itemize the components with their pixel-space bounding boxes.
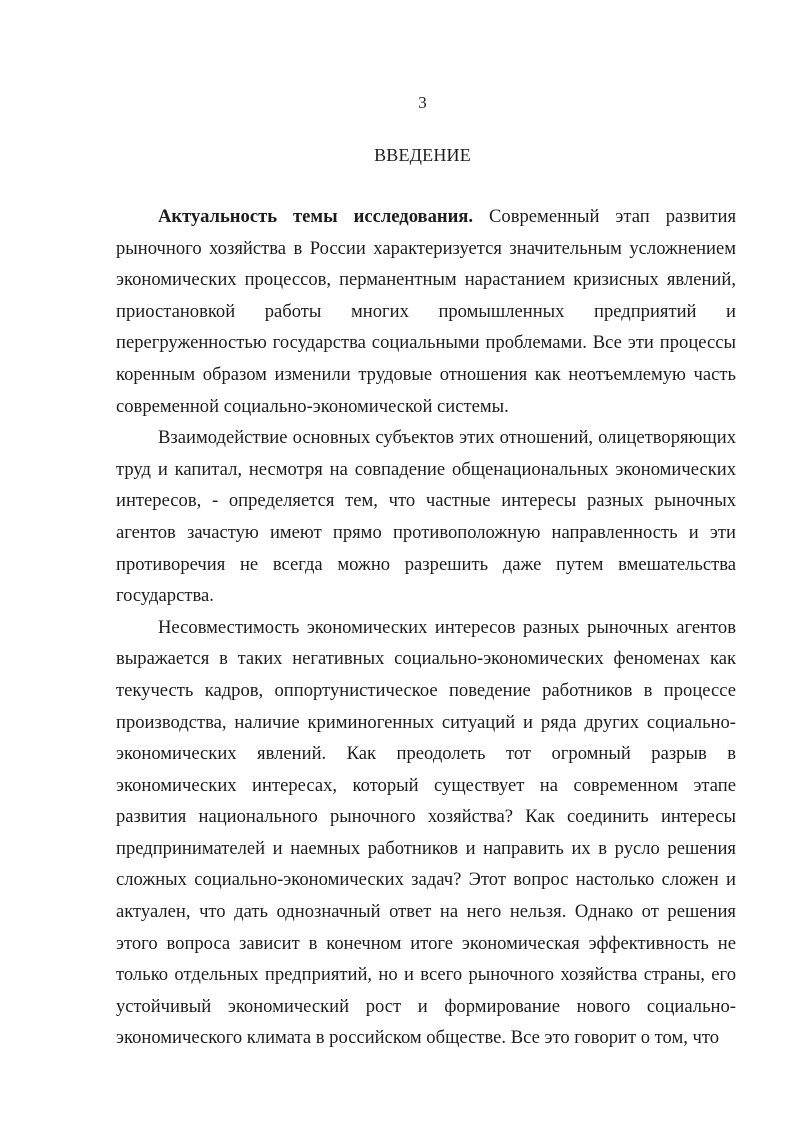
section-heading: ВВЕДЕНИЕ: [374, 145, 471, 165]
paragraph-interaction: Взаимодействие основных субъектов этих отношений, олицетворяющих труд и капитал, несмотря на совпадение общенациональных экономических интересов, - определяется тем, что частные интересы разных рыночных агентов зачастую имеют прямо противоположную направленность и эти противоречия не всегда можно разрешить даже путем вмешательства государства.: [116, 427, 736, 607]
body-text: [116, 201, 736, 1054]
paragraph-text: Современный этап развития рыночного хозяйства в России характеризуется значительным усложнением экономических процессов, перманентным нарастанием кризисных явлений, приостановкой работы многих промышленных предприятий и перегруженностью государства социальными проблемами. Все эти процессы коренным образом изменили трудовые отношения как неотъемлемую часть современной социально-экономической системы.: [116, 206, 736, 417]
paragraph-relevance: [116, 201, 736, 422]
paragraph-lead: Актуальность темы исследования.: [158, 206, 474, 227]
page-number: 3: [418, 93, 427, 112]
paragraph-incompatibility: Несовместимость экономических интересов разных рыночных агентов выражается в таких негативных социально-экономических феноменах как текучесть кадров, оппортунистическое поведение работников в процессе производства, наличие криминогенных ситуаций и ряда других социально-экономических явлений. Как преодолеть тот огромный разрыв в экономических интересах, который существует на современном этапе развития национального рыночного хозяйства? Как соединить интересы предпринимателей и наемных работников и направить их в русло решения сложных социально-экономических задач? Этот вопрос настолько сложен и актуален, что дать однозначный ответ на него нельзя. Однако от решения этого вопроса зависит в конечном итоге экономическая эффективность не только отдельных предприятий, но и всего рыночного хозяйства страны, его устойчивый экономический рост и формирование нового социально-экономического климата в российском обществе. Все это говорит о том, что: [116, 616, 736, 1049]
